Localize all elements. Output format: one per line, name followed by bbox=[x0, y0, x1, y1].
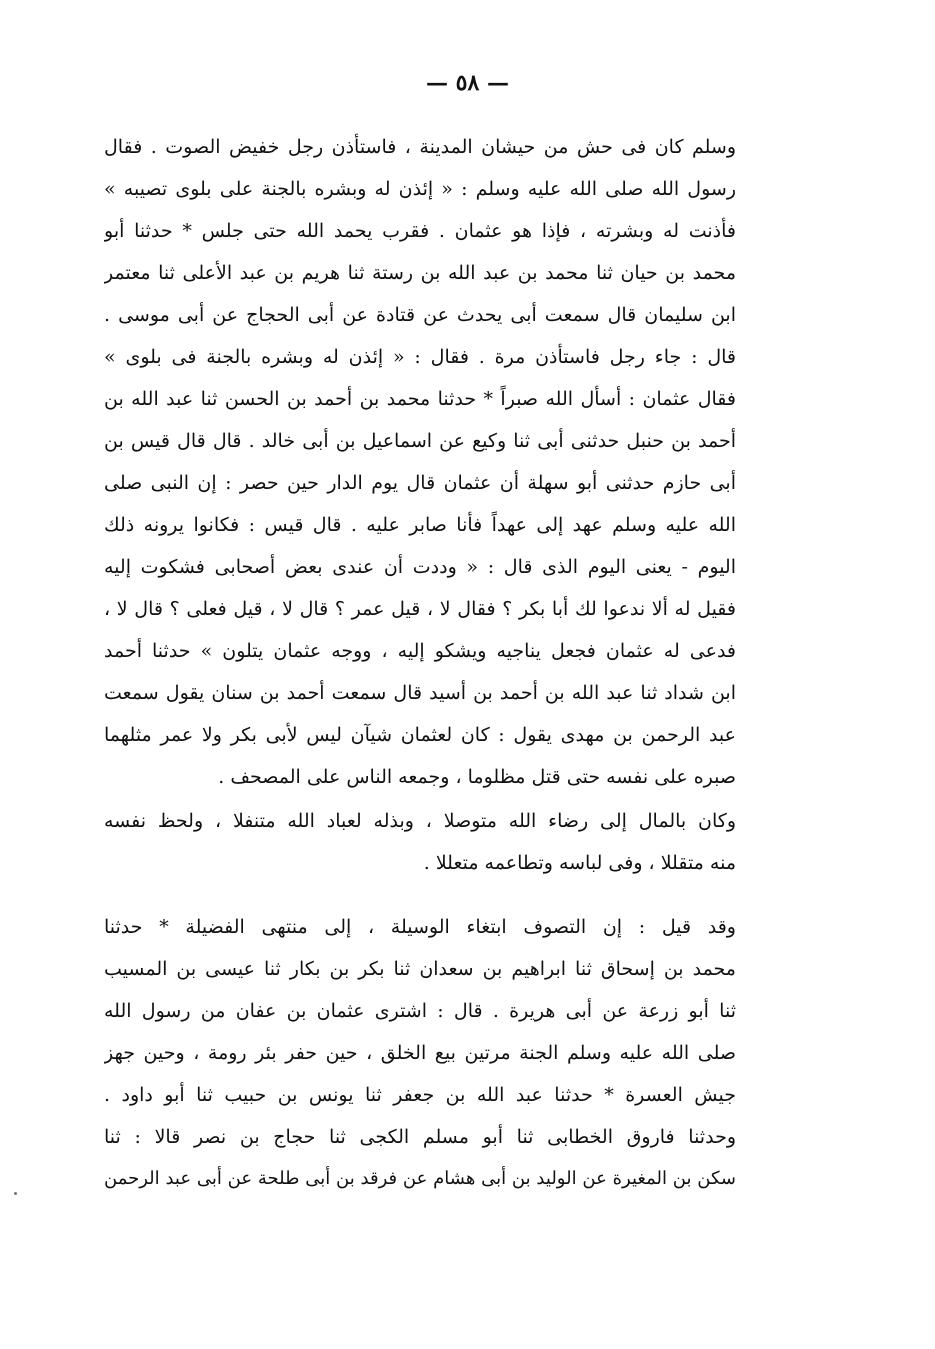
paragraph-sufism bbox=[104, 906, 736, 1200]
text-line: أبى حازم حدثنى أبو سهلة أن عثمان قال يوم الدار حين حصر : إن النبى صلى bbox=[104, 472, 736, 494]
text-line: فأذنت له وبشرته ، فإذا هو عثمان . فقرب يحمد الله حتى جلس * حدثنا أبو bbox=[104, 220, 736, 242]
text-line: ثنا أبو زرعة عن أبى هريرة . قال : اشترى عثمان بن عفان من رسول الله bbox=[104, 1000, 736, 1022]
text-line: اليوم - يعنى اليوم الذى قال : « وددت أن عندى بعض أصحابى فشكوت إليه bbox=[104, 556, 736, 578]
text-line: صلى الله عليه وسلم الجنة مرتين بيع الخلق ، حين حفر بئر رومة ، وحين جهز bbox=[104, 1042, 736, 1064]
text-line: منه متقللا ، وفى لباسه وتطاعمه متعللا . bbox=[423, 852, 736, 874]
text-line: فقيل له ألا ندعوا لك أبا بكر ؟ فقال لا ، قيل عمر ؟ قال لا ، قيل فعلى ؟ قال لا ، bbox=[104, 598, 736, 620]
text-line: ابن شداد ثنا عبد الله بن أحمد بن أسيد قال سمعت أحمد بن سنان يقول سمعت bbox=[104, 682, 736, 704]
page-number: — ٥٨ — bbox=[426, 70, 509, 96]
paragraph-hadith-1 bbox=[104, 126, 736, 798]
text-line: ابن سليمان قال سمعت أبى يحدث عن قتادة عن أبى الحجاج عن أبى موسى . bbox=[104, 304, 736, 326]
text-line: فقال عثمان : أسأل الله صبراً * حدثنا محمد بن أحمد بن الحسن ثنا عبد الله بن bbox=[104, 388, 736, 410]
text-line: محمد بن حيان ثنا محمد بن عبد الله بن رستة ثنا هريم بن عبد الأعلى ثنا معتمر bbox=[104, 262, 736, 284]
text-line: وسلم كان فى حش من حيشان المدينة ، فاستأذن رجل خفيض الصوت . فقال bbox=[104, 136, 736, 158]
paragraph-generosity bbox=[104, 800, 736, 884]
text-line: فدعى له عثمان فجعل يناجيه ويشكو إليه ، ووجه عثمان يتلون » حدثنا أحمد bbox=[104, 640, 736, 662]
text-line: سكن بن المغيرة عن الوليد بن أبى هشام عن فرقد بن أبى طلحة عن أبى عبد الرحمن bbox=[104, 1168, 736, 1189]
text-line: الله عليه وسلم عهد إلى عهداً فأنا صابر عليه . قال قيس : فكانوا يرونه ذلك bbox=[104, 514, 736, 536]
text-line: وقد قيل : إن التصوف ابتغاء الوسيلة ، إلى منتهى الفضيلة * حدثنا bbox=[104, 916, 736, 938]
text-line: جيش العسرة * حدثنا عبد الله بن جعفر ثنا يونس بن حبيب ثنا أبو داود . bbox=[104, 1084, 736, 1106]
text-line: أحمد بن حنبل حدثنى أبى ثنا وكيع عن اسماعيل بن أبى خالد . قال قال قيس بن bbox=[104, 430, 736, 452]
text-line: عبد الرحمن بن مهدى يقول : كان لعثمان شيآن ليس لأبى بكر ولا عمر مثلهما bbox=[104, 724, 736, 746]
text-line: صبره على نفسه حتى قتل مظلوما ، وجمعه الناس على المصحف . bbox=[218, 766, 736, 788]
text-line: قال : جاء رجل فاستأذن مرة . فقال : « إئذن له وبشره بالجنة فى بلوى » bbox=[104, 346, 736, 368]
text-line: رسول الله صلى الله عليه وسلم : « إئذن له وبشره بالجنة على بلوى تصيبه » bbox=[104, 178, 736, 200]
text-line: وحدثنا فاروق الخطابى ثنا أبو مسلم الكجى ثنا حجاج بن نصر قالا : ثنا bbox=[104, 1126, 736, 1148]
text-line: وكان بالمال إلى رضاء الله متوصلا ، وبذله لعباد الله متنفلا ، ولحظ نفسه bbox=[104, 810, 736, 832]
text-line: محمد بن إسحاق ثنا ابراهيم بن سعدان ثنا بكر بن بكار ثنا عيسى بن المسيب bbox=[104, 958, 736, 980]
scan-speck bbox=[14, 1192, 17, 1195]
